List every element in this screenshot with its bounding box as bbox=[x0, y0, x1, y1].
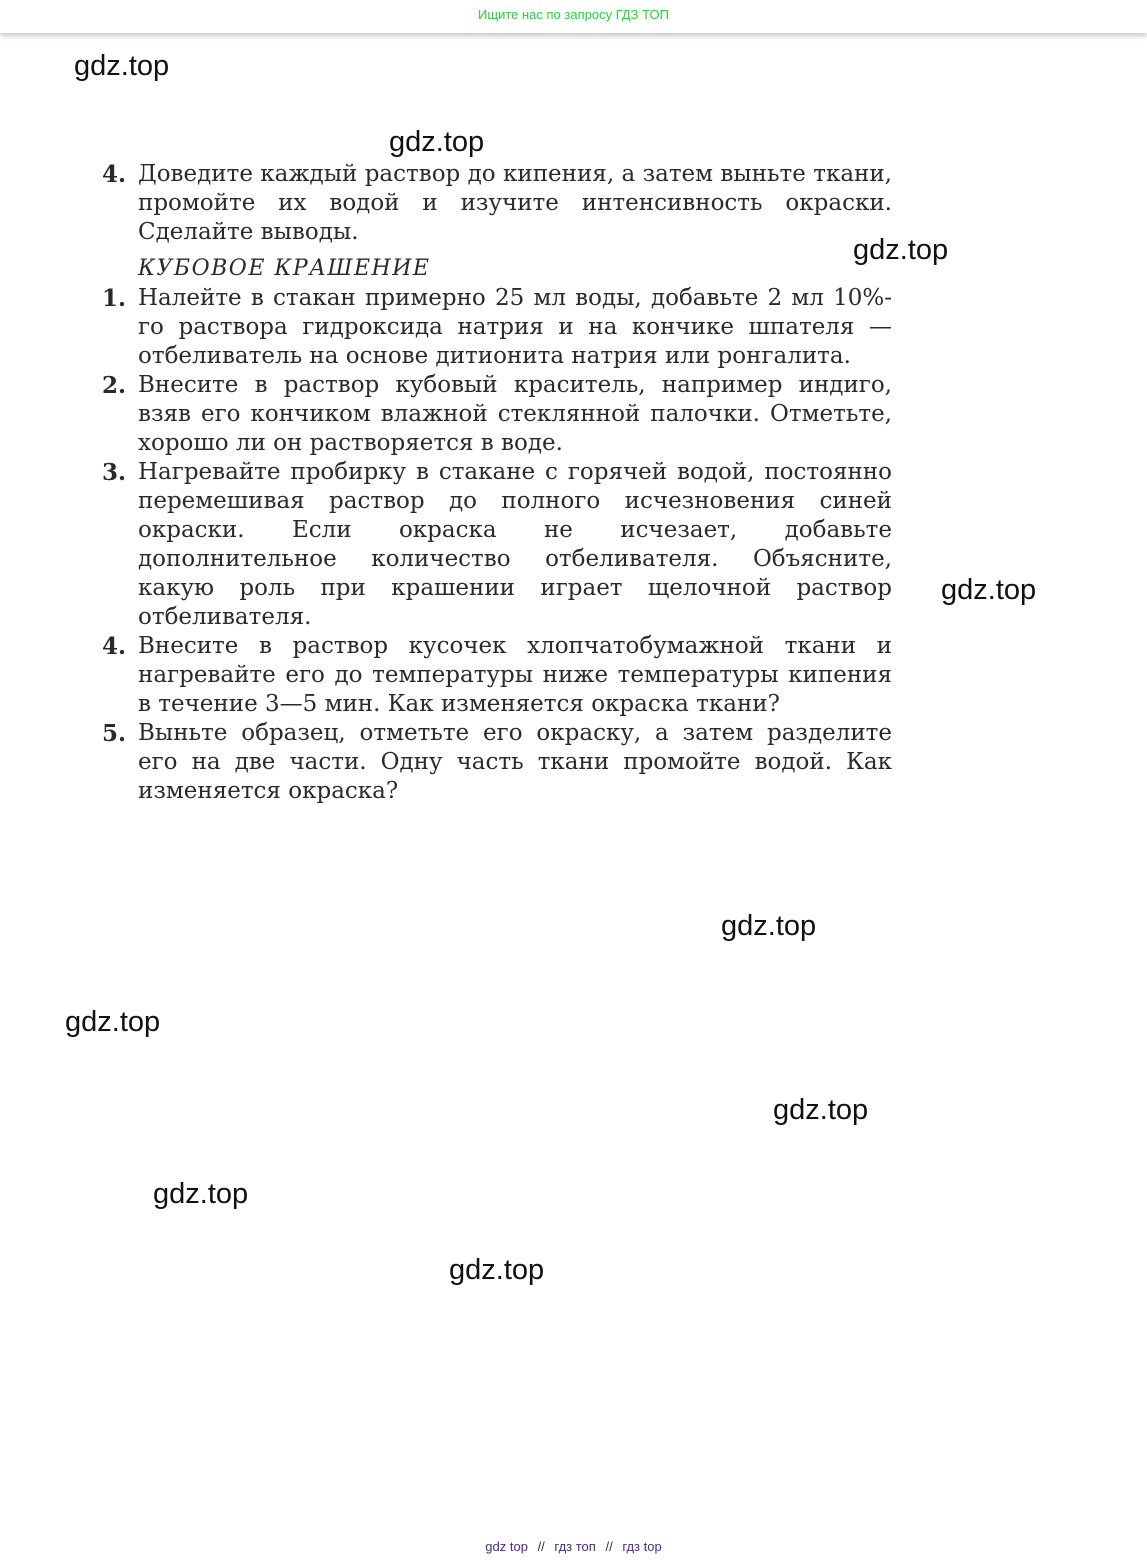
step-item bbox=[102, 632, 892, 719]
step-item bbox=[102, 458, 892, 632]
step-text: Внесите в раствор кубовый краситель, например индиго, взяв его кончиком влажной стеклянной палочки. Отметьте, хорошо ли он растворяется в воде. bbox=[138, 372, 892, 456]
intro-step bbox=[102, 160, 892, 247]
watermark: gdz.top bbox=[65, 1006, 161, 1038]
watermark: gdz.top bbox=[721, 910, 817, 942]
step-item bbox=[102, 371, 892, 458]
step-item bbox=[102, 719, 892, 806]
footer-link[interactable]: gdz top bbox=[485, 1539, 528, 1554]
step-number: 5. bbox=[102, 720, 127, 747]
step-text: Нагревайте пробирку в стакане с горячей водой, постоянно перемешивая раствор до полного исчезновения синей окраски. Если окраска не исчезает, добавьте дополнительное количество отбеливателя. Объясните, какую роль при крашении играет щелочной раствор отбеливателя. bbox=[138, 459, 892, 630]
step-number: 1. bbox=[102, 285, 127, 312]
step-number: 4. bbox=[102, 161, 127, 188]
step-number: 4. bbox=[102, 633, 127, 660]
step-number: 3. bbox=[102, 459, 127, 486]
footer-links bbox=[0, 1539, 1147, 1554]
step-number: 2. bbox=[102, 372, 127, 399]
footer-separator: // bbox=[537, 1539, 545, 1554]
step-item bbox=[102, 284, 892, 371]
watermark: gdz.top bbox=[941, 574, 1037, 606]
watermark: gdz.top bbox=[389, 126, 485, 158]
watermark: gdz.top bbox=[853, 234, 949, 266]
step-text: Доведите каждый раствор до кипения, а затем выньте ткани, промойте их водой и изучите интенсивность окраски. Сделайте выводы. bbox=[138, 161, 892, 245]
watermark: gdz.top bbox=[153, 1178, 249, 1210]
watermark: gdz.top bbox=[773, 1094, 869, 1126]
footer-link[interactable]: гдз top bbox=[622, 1539, 662, 1554]
step-text: Налейте в стакан примерно 25 мл воды, добавьте 2 мл 10%-го раствора гидроксида натрия и на кончике шпателя — отбеливатель на основе дитионита натрия или ронгалита. bbox=[138, 285, 892, 369]
footer-link[interactable]: гдз топ bbox=[554, 1539, 596, 1554]
step-text: Внесите в раствор кусочек хлопчатобумажной ткани и нагревайте его до температуры ниже температуры кипения в течение 3—5 мин. Как изменяется окраска ткани? bbox=[138, 633, 892, 717]
banner-text: Ищите нас по запросу ГДЗ ТОП bbox=[478, 7, 669, 22]
textbook-page bbox=[102, 160, 892, 806]
step-text: Выньте образец, отметьте его окраску, а затем разделите его на две части. Одну часть ткани промойте водой. Как изменяется окраска? bbox=[138, 720, 892, 804]
footer-separator: // bbox=[605, 1539, 613, 1554]
section-title: КУБОВОЕ КРАШЕНИЕ bbox=[138, 256, 431, 281]
watermark: gdz.top bbox=[449, 1254, 545, 1286]
top-banner bbox=[0, 0, 1147, 33]
watermark: gdz.top bbox=[74, 50, 170, 82]
